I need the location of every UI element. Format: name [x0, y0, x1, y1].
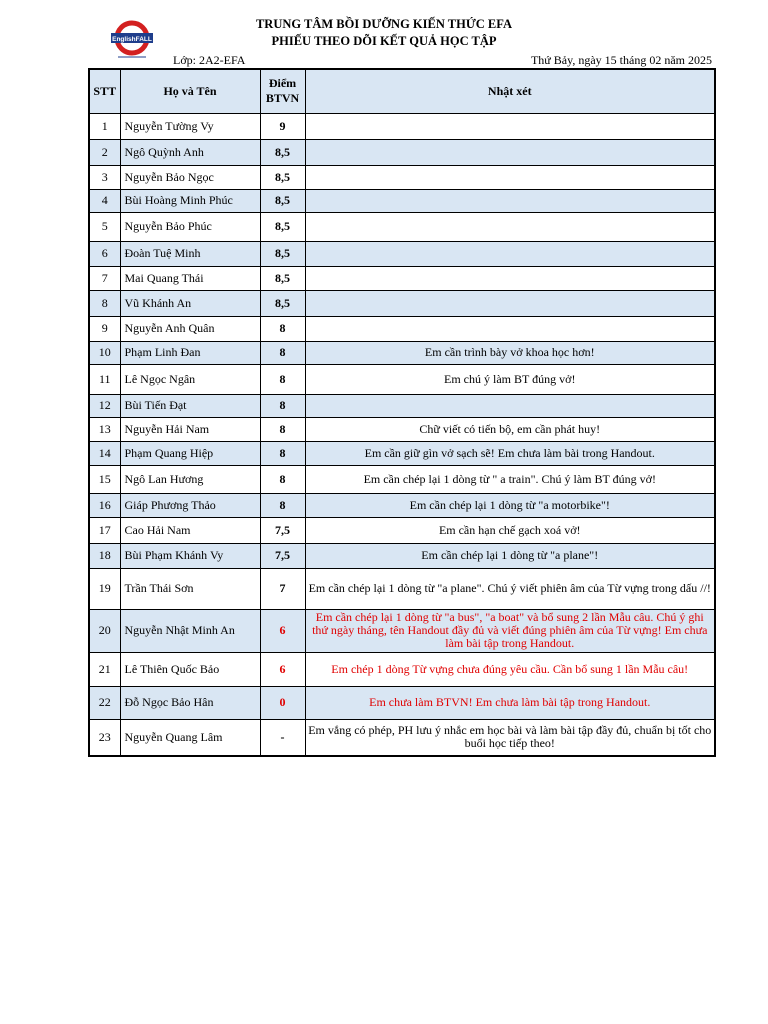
row-stt: 20 [89, 609, 120, 652]
col-header-score-line1: Điểm [268, 76, 297, 91]
table-row [89, 543, 715, 568]
row-name: Lê Ngọc Ngân [120, 364, 260, 394]
sheet-title: PHIẾU THEO DÕI KẾT QUẢ HỌC TẬP [271, 34, 497, 48]
row-stt: 15 [89, 465, 120, 493]
row-score: 8 [260, 364, 305, 394]
row-name: Nguyễn Nhật Minh An [120, 609, 260, 652]
row-name: Nguyễn Bảo Phúc [120, 212, 260, 241]
table-row [89, 290, 715, 316]
row-name: Bùi Phạm Khánh Vy [120, 543, 260, 568]
row-stt: 18 [89, 543, 120, 568]
row-stt: 7 [89, 266, 120, 290]
results-table [88, 68, 716, 757]
row-score: 8 [260, 316, 305, 341]
row-name: Bùi Hoàng Minh Phúc [120, 189, 260, 212]
row-score: 8,5 [260, 241, 305, 266]
row-score: 8 [260, 493, 305, 517]
row-comment: Em cần chép lại 1 dòng từ "a plane"! [305, 543, 715, 568]
row-stt: 21 [89, 652, 120, 686]
row-comment [305, 139, 715, 165]
row-score: 6 [260, 652, 305, 686]
row-stt: 12 [89, 394, 120, 417]
table-row [89, 212, 715, 241]
row-stt: 3 [89, 165, 120, 189]
col-header-name: Họ và Tên [120, 69, 260, 113]
table-row [89, 266, 715, 290]
row-stt: 16 [89, 493, 120, 517]
row-name: Mai Quang Thái [120, 266, 260, 290]
table-row [89, 493, 715, 517]
row-comment [305, 266, 715, 290]
row-comment: Em chưa làm BTVN! Em chưa làm bài tập trong Handout. [305, 686, 715, 719]
row-name: Vũ Khánh An [120, 290, 260, 316]
row-stt: 19 [89, 568, 120, 609]
col-header-stt: STT [89, 69, 120, 113]
row-score: 8,5 [260, 165, 305, 189]
row-comment: Em chú ý làm BT đúng vở! [305, 364, 715, 394]
row-comment: Em cần trình bày vở khoa học hơn! [305, 341, 715, 364]
row-name: Đoàn Tuệ Minh [120, 241, 260, 266]
table-row [89, 417, 715, 441]
row-stt: 11 [89, 364, 120, 394]
row-name: Phạm Quang Hiệp [120, 441, 260, 465]
row-comment: Em cần giữ gìn vở sạch sẽ! Em chưa làm bài trong Handout. [305, 441, 715, 465]
row-name: Ngô Lan Hương [120, 465, 260, 493]
table-row [89, 517, 715, 543]
row-stt: 9 [89, 316, 120, 341]
row-comment [305, 394, 715, 417]
row-name: Trần Thái Sơn [120, 568, 260, 609]
table-row [89, 241, 715, 266]
row-score: 8 [260, 394, 305, 417]
col-header-score-line2: BTVN [265, 91, 300, 106]
row-comment [305, 113, 715, 139]
row-comment [305, 241, 715, 266]
row-score: 8 [260, 441, 305, 465]
table-row [89, 609, 715, 652]
table-row [89, 568, 715, 609]
row-name: Phạm Linh Đan [120, 341, 260, 364]
row-score: 8,5 [260, 290, 305, 316]
row-score: 8,5 [260, 189, 305, 212]
row-stt: 14 [89, 441, 120, 465]
table-row [89, 165, 715, 189]
table-row [89, 465, 715, 493]
row-stt: 13 [89, 417, 120, 441]
row-score: 8,5 [260, 266, 305, 290]
table-header-row [89, 69, 715, 113]
col-header-comment: Nhật xét [305, 69, 715, 113]
row-comment: Em vắng có phép, PH lưu ý nhắc em học bài và làm bài tập đầy đủ, chuẩn bị tốt cho buổi học tiếp theo! [305, 719, 715, 756]
table-row [89, 652, 715, 686]
row-comment: Chữ viết có tiến bộ, em cần phát huy! [305, 417, 715, 441]
table-body [89, 113, 715, 756]
row-score: 7,5 [260, 517, 305, 543]
row-stt: 5 [89, 212, 120, 241]
row-comment: Em cần chép lại 1 dòng từ "a bus", "a boat" và bổ sung 2 lần Mẫu câu. Chú ý ghi thứ ngày tháng, tên Handout đầy đủ và viết đúng phiên âm của Từ vựng! Em chưa làm bài tập trong Handout. [305, 609, 715, 652]
row-score: 8 [260, 465, 305, 493]
row-name: Giáp Phương Thảo [120, 493, 260, 517]
table-row [89, 189, 715, 212]
table-row [89, 139, 715, 165]
row-comment [305, 290, 715, 316]
row-score: 8 [260, 341, 305, 364]
row-score: 0 [260, 686, 305, 719]
row-score: 8,5 [260, 212, 305, 241]
row-comment: Em chép 1 dòng Từ vựng chưa đúng yêu cầu. Cần bổ sung 1 lần Mẫu câu! [305, 652, 715, 686]
col-header-score [260, 69, 305, 113]
row-name: Lê Thiên Quốc Bảo [120, 652, 260, 686]
row-name: Cao Hải Nam [120, 517, 260, 543]
row-score: 8 [260, 417, 305, 441]
row-stt: 23 [89, 719, 120, 756]
row-comment: Em cần hạn chế gạch xoá vở! [305, 517, 715, 543]
logo-text: EnglishFALL [112, 36, 152, 43]
row-stt: 2 [89, 139, 120, 165]
row-comment [305, 212, 715, 241]
row-stt: 6 [89, 241, 120, 266]
row-comment: Em cần chép lại 1 dòng từ " a train". Chú ý làm BT đúng vở! [305, 465, 715, 493]
row-name: Nguyễn Bảo Ngọc [120, 165, 260, 189]
row-score: 7,5 [260, 543, 305, 568]
row-stt: 22 [89, 686, 120, 719]
row-comment: Em cần chép lại 1 dòng từ "a plane". Chú ý viết phiên âm của Từ vựng trong dấu //! [305, 568, 715, 609]
row-stt: 1 [89, 113, 120, 139]
row-name: Nguyễn Tường Vy [120, 113, 260, 139]
row-name: Nguyễn Hải Nam [120, 417, 260, 441]
table-row [89, 686, 715, 719]
report-date: Thứ Bảy, ngày 15 tháng 02 năm 2025 [530, 53, 712, 67]
row-name: Nguyễn Anh Quân [120, 316, 260, 341]
row-name: Ngô Quỳnh Anh [120, 139, 260, 165]
table-row [89, 719, 715, 756]
table-row [89, 441, 715, 465]
class-label: Lớp: 2A2-EFA [173, 53, 246, 67]
row-stt: 4 [89, 189, 120, 212]
row-stt: 8 [89, 290, 120, 316]
row-comment [305, 165, 715, 189]
row-comment [305, 189, 715, 212]
row-score: 7 [260, 568, 305, 609]
row-comment [305, 316, 715, 341]
row-name: Nguyễn Quang Lâm [120, 719, 260, 756]
row-score: 8,5 [260, 139, 305, 165]
table-row [89, 113, 715, 139]
center-name: TRUNG TÂM BỒI DƯỠNG KIẾN THỨC EFA [255, 17, 513, 31]
table-row [89, 364, 715, 394]
row-stt: 10 [89, 341, 120, 364]
row-score: 6 [260, 609, 305, 652]
row-stt: 17 [89, 517, 120, 543]
table-row [89, 394, 715, 417]
row-name: Đỗ Ngọc Bảo Hân [120, 686, 260, 719]
row-comment: Em cần chép lại 1 dòng từ "a motorbike"! [305, 493, 715, 517]
table-row [89, 316, 715, 341]
row-score: 9 [260, 113, 305, 139]
row-score: - [260, 719, 305, 756]
row-name: Bùi Tiến Đạt [120, 394, 260, 417]
table-row [89, 341, 715, 364]
